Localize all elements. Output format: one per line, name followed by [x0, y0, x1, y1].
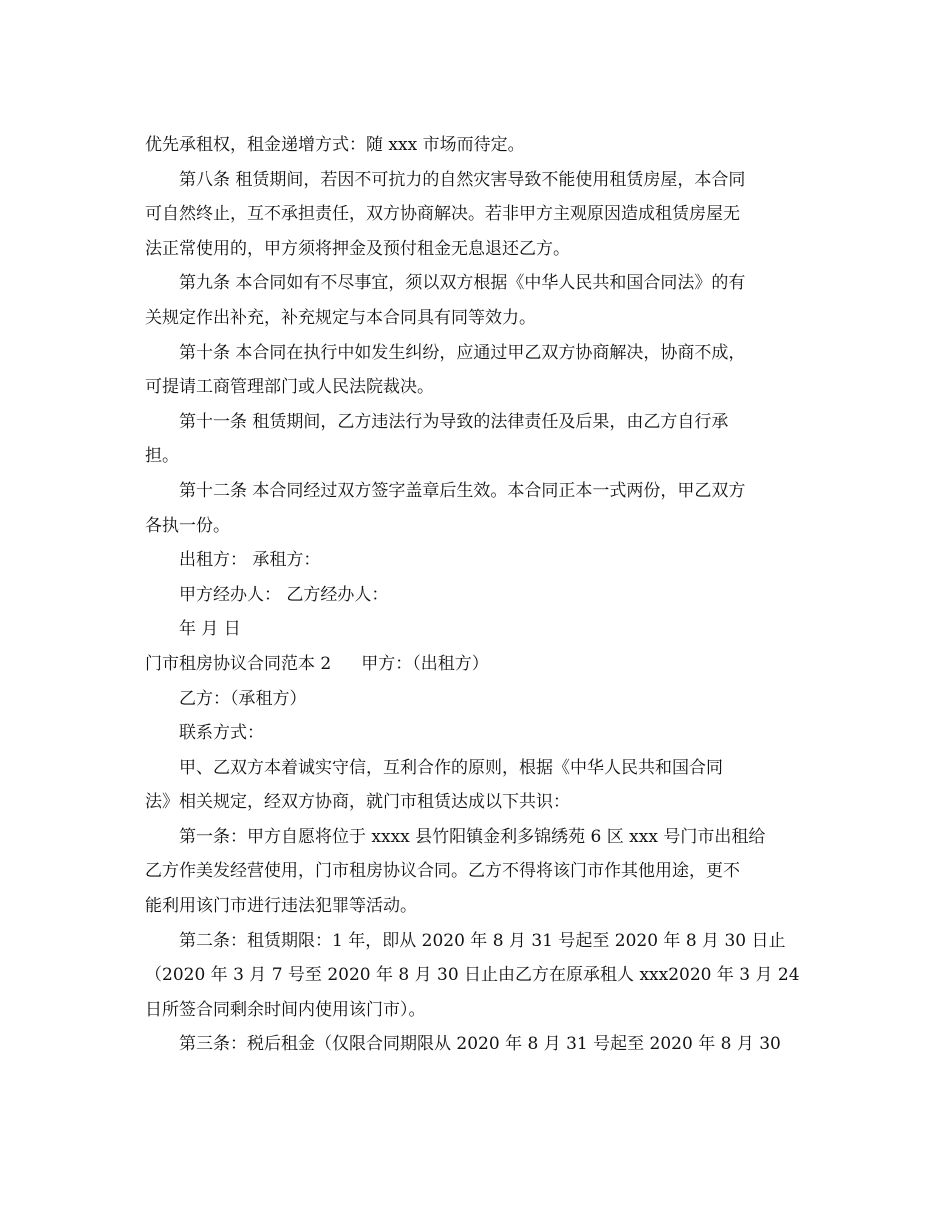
text-line: 联系方式：	[179, 723, 264, 744]
text-line: 第十一条 租赁期间，乙方违法行为导致的法律责任及后果，由乙方自行承	[179, 411, 729, 432]
text-line: 第九条 本合同如有不尽事宜，须以双方根据《中华人民共和国合同法》的有	[179, 273, 746, 294]
contract-title: 门市租房协议合同范本 2	[145, 653, 332, 674]
contract-body-upper	[145, 128, 815, 647]
text-line: 第一条：甲方自愿将位于 xxxx 县竹阳镇金利多锦绣苑 6 区 xxx 号门市出租给	[179, 826, 766, 847]
contract-title-line	[145, 647, 815, 682]
text-line: 第三条：税后租金（仅限合同期限从 2020 年 8 月 31 号起至 2020 年 8 月 30	[179, 1034, 781, 1055]
document-page	[145, 128, 815, 1062]
text-line: 能利用该门市进行违法犯罪等活动。	[145, 896, 417, 917]
text-line: 第十条 本合同在执行中如发生纠纷，应通过甲乙双方协商解决，协商不成，	[179, 342, 746, 363]
text-line: 法》相关规定，经双方协商，就门市租赁达成以下共识：	[145, 792, 570, 813]
text-line: 甲方经办人： 乙方经办人：	[179, 584, 389, 605]
text-line: 关规定作出补充，补充规定与本合同具有同等效力。	[145, 307, 536, 328]
text-line: 年 月 日	[179, 619, 241, 640]
text-line: 担。	[145, 446, 179, 467]
text-line: 第十二条 本合同经过双方签字盖章后生效。本合同正本一式两份，甲乙双方	[179, 480, 746, 501]
text-line: 可自然终止，互不承担责任，双方协商解决。若非甲方主观原因造成租赁房屋无	[145, 204, 740, 225]
party-a-label: 甲方：（出租方）	[361, 653, 489, 674]
text-line: 甲、乙双方本着诚实守信，互利合作的原则，根据《中华人民共和国合同	[179, 757, 723, 778]
text-line: 第二条：租赁期限：1 年，即从 2020 年 8 月 31 号起至 2020 年 8 月 30 日止	[179, 930, 786, 951]
text-line: 日所签合同剩余时间内使用该门市）。	[145, 999, 426, 1020]
text-line: 出租方： 承租方：	[179, 550, 321, 571]
text-line: 第八条 租赁期间，若因不可抗力的自然灾害导致不能使用租赁房屋，本合同	[179, 169, 746, 190]
text-line: 优先承租权，租金递增方式：随 xxx 市场而待定。	[145, 135, 525, 155]
text-line: 乙方作美发经营使用，门市租房协议合同。乙方不得将该门市作其他用途，更不	[145, 861, 740, 882]
text-line: 法正常使用的，甲方须将押金及预付租金无息退还乙方。	[145, 238, 570, 259]
text-line: 可提请工商管理部门或人民法院裁决。	[145, 377, 434, 398]
text-line: 乙方：（承租方）	[179, 688, 307, 709]
text-line: 各执一份。	[145, 515, 230, 536]
contract-body-lower	[145, 682, 815, 1063]
text-line: （2020 年 3 月 7 号至 2020 年 8 月 30 日止由乙方在原承租人 xxx2020 年 3 月 24	[145, 965, 800, 986]
